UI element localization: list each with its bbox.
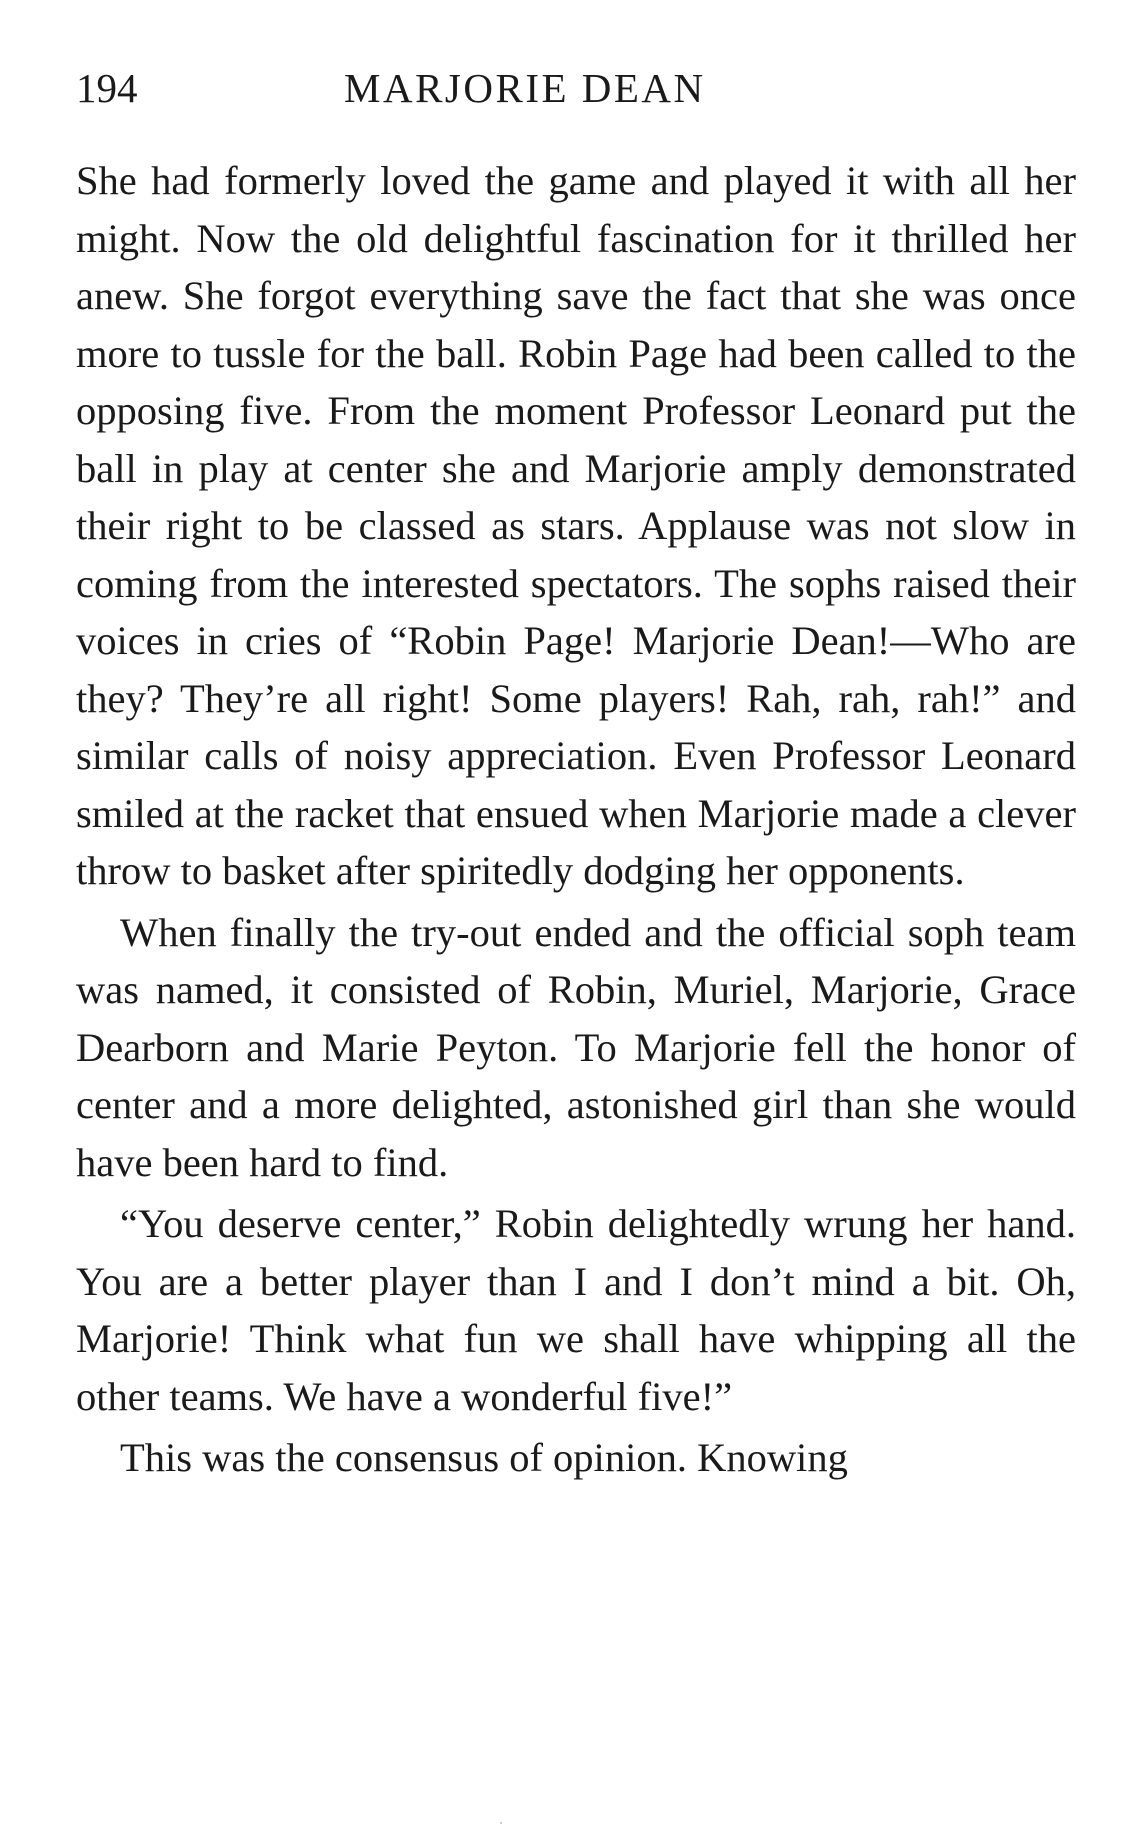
page-number: 194 (76, 65, 138, 111)
paragraph: This was the consensus of opinion. Knowing (120, 1435, 848, 1480)
running-head-title: MARJORIE DEAN (344, 65, 706, 111)
paragraph: When finally the try-out ended and the official soph team was named, it consisted of Robin, Muriel, Marjorie, Grace Dearborn and Marie Peyton. To Marjorie fell the honor of center and a more delighted, astonished girl than she would have been hard to find. (76, 909, 1076, 1185)
body-text (76, 152, 1076, 1487)
page-header (76, 58, 1076, 118)
scan-speck (500, 1822, 502, 1824)
paragraph: “You deserve center,” Robin delightedly wrung her hand. You are a better player than I and I don’t mind a bit. Oh, Marjorie! Think what fun we shall have whipping all the other teams. We have a wonderful five!” (76, 1201, 1076, 1419)
paragraph: She had formerly loved the game and played it with all her might. Now the old delightful fascination for it thrilled her anew. She forgot everything save the fact that she was once more to tussle for the ball. Robin Page had been called to the opposing five. From the moment Professor Leonard put the ball in play at center she and Marjorie amply demonstrated their right to be classed as stars. Applause was not slow in coming from the interested spectators. The sophs raised their voices in cries of “Robin Page! Marjorie Dean!—Who are they? They’re all right! Some players! Rah, rah, rah!” and similar calls of noisy appreciation. Even Professor Leonard smiled at the racket that ensued when Marjorie made a clever throw to basket after spiritedly dodging her opponents. (76, 158, 1076, 893)
